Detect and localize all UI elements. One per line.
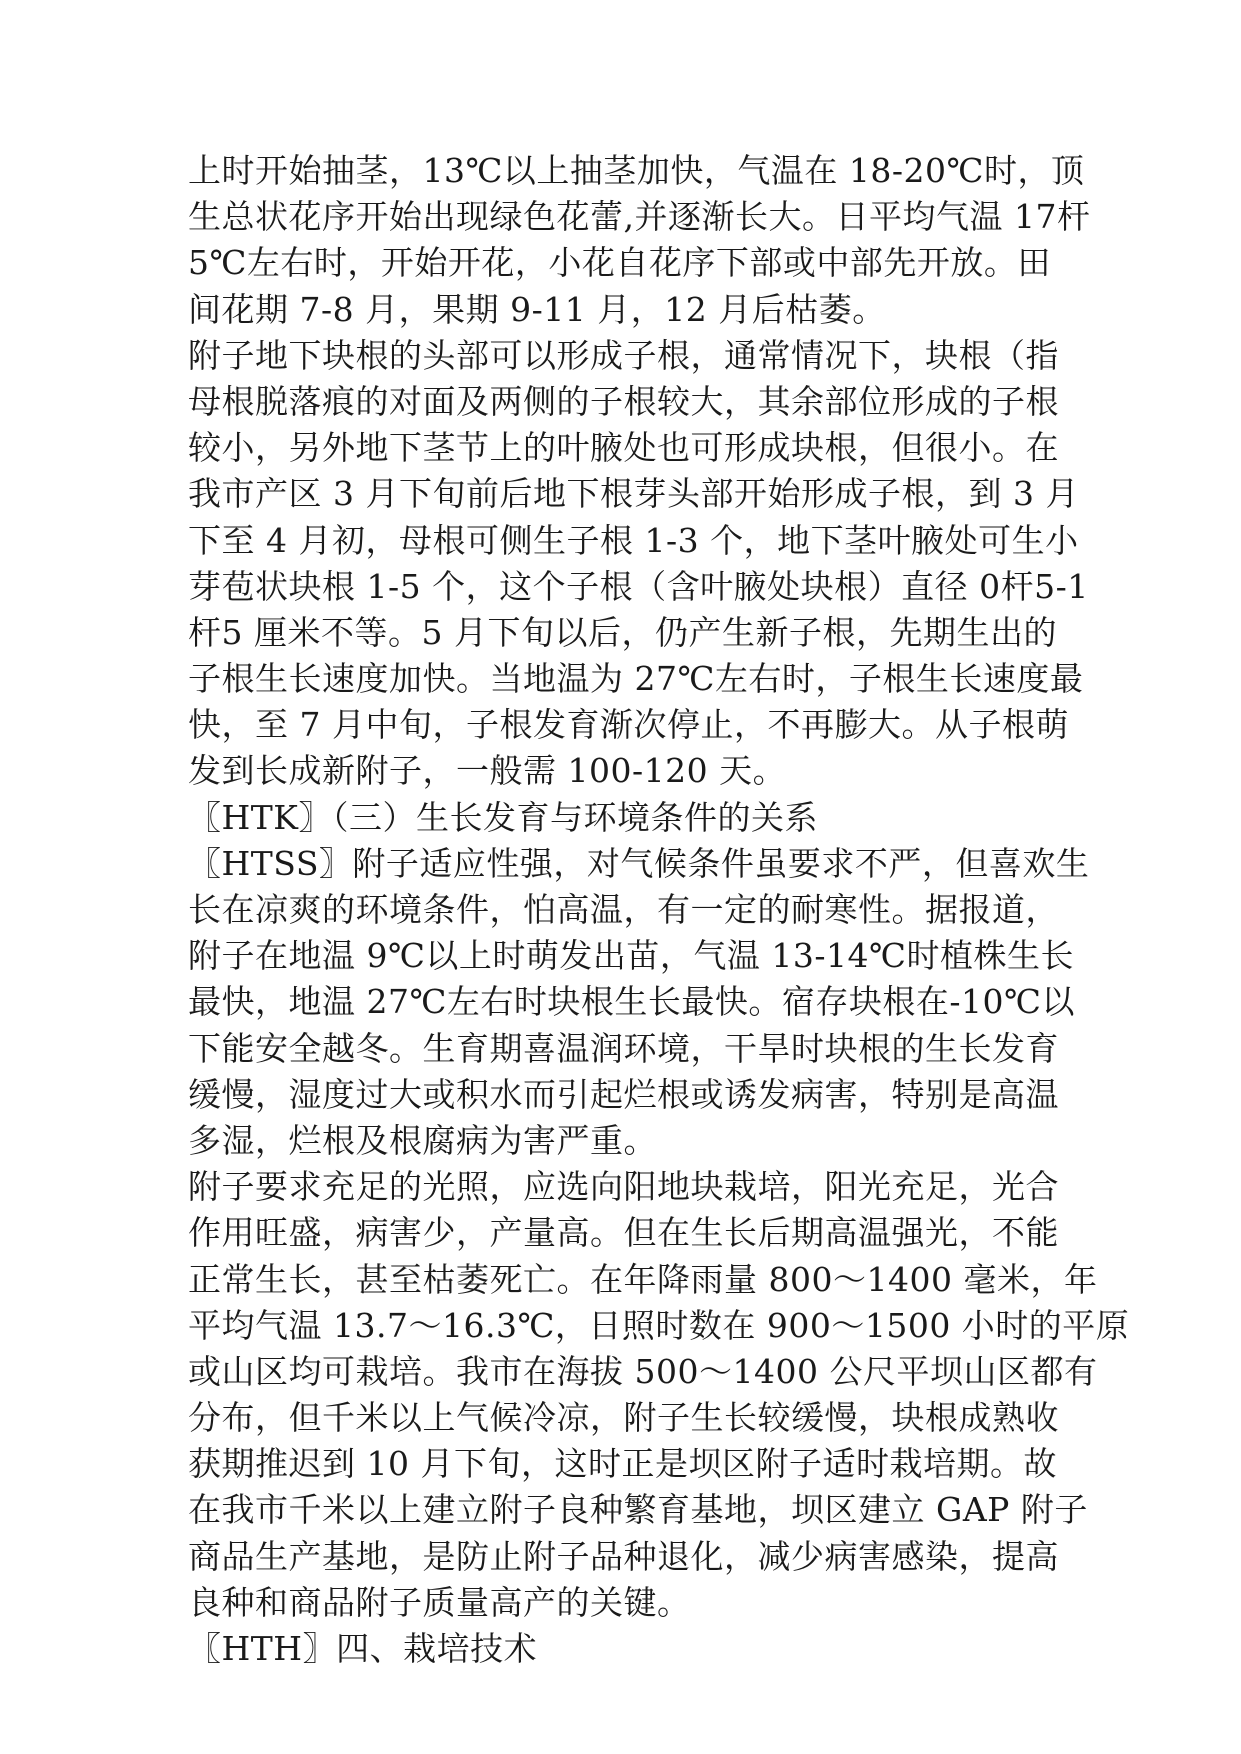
text-line: 在我市千米以上建立附子良种繁育基地，坝区建立 GAP 附子 <box>188 1490 1088 1530</box>
text-line: 分布，但千米以上气候冷凉，附子生长较缓慢，块根成熟收 <box>188 1398 1059 1438</box>
text-line: 生总状花序开始出现绿色花蕾,并逐渐长大。日平均气温 17杆 <box>188 197 1091 237</box>
text-line: 附子在地温 9℃以上时萌发出苗，气温 13-14℃时植株生长 <box>188 936 1074 976</box>
text-line: 杆5 厘米不等。5 月下旬以后，仍产生新子根，先期生出的 <box>188 612 1057 652</box>
text-line: 间花期 7-8 月，果期 9-11 月，12 月后枯萎。 <box>188 289 886 329</box>
text-line: 长在凉爽的环境条件，怕高温，有一定的耐寒性。据报道， <box>188 890 1059 929</box>
text-line: 作用旺盛，病害少，产量高。但在生长后期高温强光，不能 <box>188 1213 1059 1253</box>
text-line: 平均气温 13.7～16.3℃，日照时数在 900～1500 小时的平原 <box>188 1305 1130 1345</box>
text-line: 下能安全越冬。生育期喜温润环境，干旱时块根的生长发育 <box>188 1028 1059 1068</box>
text-line: 下至 4 月初，母根可侧生子根 1-3 个，地下茎叶腋处可生小 <box>188 520 1079 560</box>
section-heading: 〖HTK〗（三）生长发育与环境条件的关系 <box>188 797 818 837</box>
text-line: 获期推迟到 10 月下旬，这时正是坝区附子适时栽培期。故 <box>188 1444 1057 1484</box>
text-line: 附子要求充足的光照，应选向阳地块栽培，阳光充足，光合 <box>188 1167 1059 1207</box>
text-line: 〖HTSS〗附子适应性强，对气候条件虽要求不严，但喜欢生 <box>188 843 1090 883</box>
section-heading: 〖HTH〗四、栽培技术 <box>188 1629 538 1668</box>
text-line: 缓慢，湿度过大或积水而引起烂根或诱发病害，特别是高温 <box>188 1074 1059 1114</box>
text-line: 快，至 7 月中旬，子根发育渐次停止，不再膨大。从子根萌 <box>188 705 1069 745</box>
text-line: 较小，另外地下茎节上的叶腋处也可形成块根，但很小。在 <box>188 428 1059 468</box>
text-line: 芽苞状块根 1-5 个，这个子根（含叶腋处块根）直径 0杆5-1 <box>188 566 1089 606</box>
text-line: 最快，地温 27℃左右时块根生长最快。宿存块根在-10℃以 <box>188 982 1075 1022</box>
text-line: 我市产区 3 月下旬前后地下根芽头部开始形成子根，到 3 月 <box>188 474 1079 514</box>
text-line: 或山区均可栽培。我市在海拔 500～1400 公尺平坝山区都有 <box>188 1351 1098 1391</box>
text-line: 附子地下块根的头部可以形成子根，通常情况下，块根（指 <box>188 335 1059 375</box>
text-line: 商品生产基地，是防止附子品种退化，减少病害感染，提高 <box>188 1536 1059 1576</box>
text-line: 5℃左右时，开始开花，小花自花序下部或中部先开放。田 <box>188 243 1051 283</box>
text-line: 发到长成新附子，一般需 100-120 天。 <box>188 751 787 791</box>
text-line: 多湿，烂根及根腐病为害严重。 <box>188 1120 657 1160</box>
text-line: 正常生长，甚至枯萎死亡。在年降雨量 800～1400 毫米，年 <box>188 1259 1098 1299</box>
text-line: 上时开始抽茎，13℃以上抽茎加快，气温在 18-20℃时，顶 <box>188 151 1085 190</box>
text-line: 母根脱落痕的对面及两侧的子根较大，其余部位形成的子根 <box>188 381 1059 421</box>
text-line: 良种和商品附子质量高产的关键。 <box>188 1582 691 1622</box>
text-line: 子根生长速度加快。当地温为 27℃左右时，子根生长速度最 <box>188 659 1084 699</box>
document-body <box>188 148 1130 1672</box>
